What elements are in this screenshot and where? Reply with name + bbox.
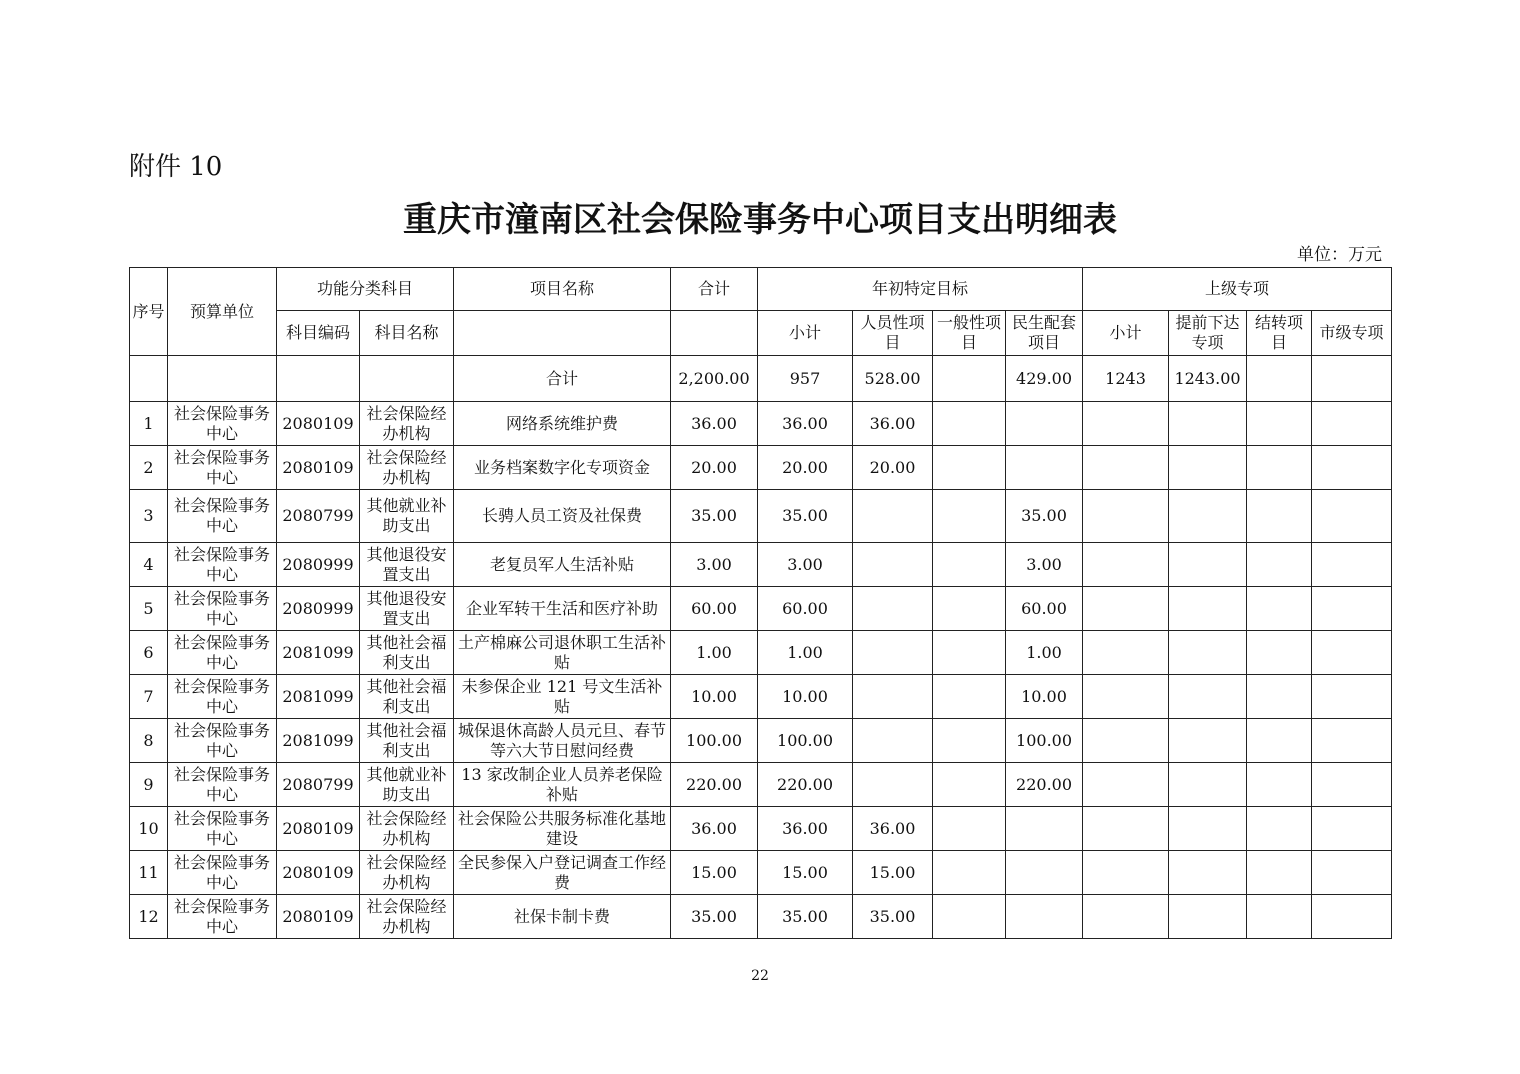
cell-budget-unit: 社会保险事务中心 bbox=[168, 631, 277, 675]
cell-subtotal: 10.00 bbox=[758, 675, 853, 719]
cell-personnel: 35.00 bbox=[853, 895, 933, 939]
cell-carryover bbox=[1247, 719, 1312, 763]
cell-subject-code: 2081099 bbox=[277, 631, 360, 675]
cell-subject-name: 其他社会福利支出 bbox=[360, 675, 454, 719]
cell-sup-subtotal bbox=[1083, 851, 1169, 895]
cell-personnel bbox=[853, 719, 933, 763]
cell-total: 60.00 bbox=[671, 587, 758, 631]
cell-subject-name: 其他社会福利支出 bbox=[360, 631, 454, 675]
cell-subject-code: 2080109 bbox=[277, 807, 360, 851]
total-advance: 1243.00 bbox=[1169, 356, 1247, 402]
cell-advance bbox=[1169, 402, 1247, 446]
cell-budget-unit: 社会保险事务中心 bbox=[168, 446, 277, 490]
cell-advance bbox=[1169, 446, 1247, 490]
cell-total: 36.00 bbox=[671, 807, 758, 851]
cell-project-name: 网络系统维护费 bbox=[454, 402, 671, 446]
cell-livelihood bbox=[1006, 446, 1083, 490]
header-carryover: 结转项目 bbox=[1247, 311, 1312, 356]
cell-advance bbox=[1169, 675, 1247, 719]
cell-personnel bbox=[853, 675, 933, 719]
cell-project-name: 城保退休高龄人员元旦、春节等六大节日慰问经费 bbox=[454, 719, 671, 763]
cell-subject-name: 其他社会福利支出 bbox=[360, 719, 454, 763]
cell-project-name: 社会保险公共服务标准化基地建设 bbox=[454, 807, 671, 851]
cell-budget-unit: 社会保险事务中心 bbox=[168, 543, 277, 587]
cell-subject-code: 2080799 bbox=[277, 763, 360, 807]
cell-personnel bbox=[853, 543, 933, 587]
cell-advance bbox=[1169, 631, 1247, 675]
header-general: 一般性项目 bbox=[933, 311, 1006, 356]
table-row bbox=[130, 402, 1392, 446]
header-personnel: 人员性项目 bbox=[853, 311, 933, 356]
cell-city bbox=[1312, 675, 1392, 719]
cell-carryover bbox=[1247, 446, 1312, 490]
cell-total: 35.00 bbox=[671, 490, 758, 543]
cell-general bbox=[933, 675, 1006, 719]
cell-carryover bbox=[1247, 675, 1312, 719]
cell-total: 15.00 bbox=[671, 851, 758, 895]
cell-project-name: 土产棉麻公司退休职工生活补贴 bbox=[454, 631, 671, 675]
cell-subtotal: 36.00 bbox=[758, 402, 853, 446]
cell-general bbox=[933, 895, 1006, 939]
cell-budget-unit: 社会保险事务中心 bbox=[168, 490, 277, 543]
cell-advance bbox=[1169, 807, 1247, 851]
header-budget-unit: 预算单位 bbox=[168, 268, 277, 356]
cell-budget-unit: 社会保险事务中心 bbox=[168, 763, 277, 807]
cell-carryover bbox=[1247, 763, 1312, 807]
cell-seq: 4 bbox=[130, 543, 168, 587]
header-city: 市级专项 bbox=[1312, 311, 1392, 356]
cell-general bbox=[933, 543, 1006, 587]
cell-sup-subtotal bbox=[1083, 631, 1169, 675]
cell-carryover bbox=[1247, 587, 1312, 631]
cell-budget-unit: 社会保险事务中心 bbox=[168, 895, 277, 939]
cell-city bbox=[1312, 402, 1392, 446]
cell-subject-code: 2080799 bbox=[277, 490, 360, 543]
cell-project-name: 业务档案数字化专项资金 bbox=[454, 446, 671, 490]
cell-seq: 6 bbox=[130, 631, 168, 675]
cell-personnel: 36.00 bbox=[853, 807, 933, 851]
cell-livelihood: 10.00 bbox=[1006, 675, 1083, 719]
cell-city bbox=[1312, 543, 1392, 587]
cell-sup-subtotal bbox=[1083, 490, 1169, 543]
header-func-class: 功能分类科目 bbox=[277, 268, 454, 311]
header-subject-name: 科目名称 bbox=[360, 311, 454, 356]
attachment-label: 附件 10 bbox=[129, 152, 223, 182]
cell-sup-subtotal bbox=[1083, 543, 1169, 587]
cell-subject-code: 2080109 bbox=[277, 402, 360, 446]
cell-sup-subtotal bbox=[1083, 446, 1169, 490]
header-subtotal: 小计 bbox=[758, 311, 853, 356]
total-label: 合计 bbox=[454, 356, 671, 402]
total-livelihood: 429.00 bbox=[1006, 356, 1083, 402]
cell-subtotal: 3.00 bbox=[758, 543, 853, 587]
total-personnel: 528.00 bbox=[853, 356, 933, 402]
cell-advance bbox=[1169, 763, 1247, 807]
cell-livelihood: 60.00 bbox=[1006, 587, 1083, 631]
expenditure-table bbox=[129, 267, 1392, 939]
cell-subtotal: 60.00 bbox=[758, 587, 853, 631]
cell-subject-code: 2080999 bbox=[277, 543, 360, 587]
table-row bbox=[130, 851, 1392, 895]
cell-city bbox=[1312, 587, 1392, 631]
cell-city bbox=[1312, 895, 1392, 939]
cell-sup-subtotal bbox=[1083, 763, 1169, 807]
table-body bbox=[130, 402, 1392, 939]
cell-city bbox=[1312, 807, 1392, 851]
cell-subject-code: 2080109 bbox=[277, 446, 360, 490]
cell-livelihood bbox=[1006, 807, 1083, 851]
header-subject-code: 科目编码 bbox=[277, 311, 360, 356]
cell-subtotal: 35.00 bbox=[758, 490, 853, 543]
cell-subtotal: 35.00 bbox=[758, 895, 853, 939]
cell-budget-unit: 社会保险事务中心 bbox=[168, 719, 277, 763]
cell-advance bbox=[1169, 895, 1247, 939]
cell-carryover bbox=[1247, 895, 1312, 939]
cell-project-name: 社保卡制卡费 bbox=[454, 895, 671, 939]
cell-sup-subtotal bbox=[1083, 807, 1169, 851]
unit-label: 单位：万元 bbox=[1297, 245, 1382, 265]
header-seq: 序号 bbox=[130, 268, 168, 356]
cell-advance bbox=[1169, 490, 1247, 543]
cell-total: 1.00 bbox=[671, 631, 758, 675]
cell-livelihood: 220.00 bbox=[1006, 763, 1083, 807]
total-sup-subtotal: 1243 bbox=[1083, 356, 1169, 402]
cell-personnel bbox=[853, 631, 933, 675]
cell-subtotal: 100.00 bbox=[758, 719, 853, 763]
table-row bbox=[130, 763, 1392, 807]
header-annual-target: 年初特定目标 bbox=[758, 268, 1083, 311]
table-row bbox=[130, 631, 1392, 675]
cell-city bbox=[1312, 851, 1392, 895]
cell-sup-subtotal bbox=[1083, 719, 1169, 763]
cell-advance bbox=[1169, 587, 1247, 631]
cell-project-name: 13 家改制企业人员养老保险补贴 bbox=[454, 763, 671, 807]
cell-general bbox=[933, 631, 1006, 675]
cell-city bbox=[1312, 631, 1392, 675]
cell-sup-subtotal bbox=[1083, 402, 1169, 446]
cell-sup-subtotal bbox=[1083, 895, 1169, 939]
cell-carryover bbox=[1247, 402, 1312, 446]
cell-carryover bbox=[1247, 490, 1312, 543]
total-subtotal: 957 bbox=[758, 356, 853, 402]
cell-budget-unit: 社会保险事务中心 bbox=[168, 587, 277, 631]
cell-personnel bbox=[853, 587, 933, 631]
cell-livelihood: 100.00 bbox=[1006, 719, 1083, 763]
cell-subject-name: 社会保险经办机构 bbox=[360, 807, 454, 851]
cell-city bbox=[1312, 763, 1392, 807]
total-cell bbox=[360, 356, 454, 402]
cell-carryover bbox=[1247, 807, 1312, 851]
total-amount: 2,200.00 bbox=[671, 356, 758, 402]
cell-total: 20.00 bbox=[671, 446, 758, 490]
cell-city bbox=[1312, 719, 1392, 763]
cell-general bbox=[933, 402, 1006, 446]
cell-livelihood bbox=[1006, 851, 1083, 895]
cell-advance bbox=[1169, 719, 1247, 763]
cell-livelihood: 3.00 bbox=[1006, 543, 1083, 587]
cell-general bbox=[933, 719, 1006, 763]
cell-sup-subtotal bbox=[1083, 675, 1169, 719]
cell-personnel: 36.00 bbox=[853, 402, 933, 446]
cell-general bbox=[933, 763, 1006, 807]
cell-general bbox=[933, 490, 1006, 543]
cell-personnel bbox=[853, 490, 933, 543]
cell-seq: 9 bbox=[130, 763, 168, 807]
cell-livelihood: 35.00 bbox=[1006, 490, 1083, 543]
table-row bbox=[130, 895, 1392, 939]
header-total: 合计 bbox=[671, 268, 758, 311]
header-empty bbox=[454, 311, 671, 356]
cell-subject-code: 2080109 bbox=[277, 895, 360, 939]
cell-subtotal: 220.00 bbox=[758, 763, 853, 807]
cell-personnel: 15.00 bbox=[853, 851, 933, 895]
table-row bbox=[130, 587, 1392, 631]
cell-budget-unit: 社会保险事务中心 bbox=[168, 675, 277, 719]
cell-subject-name: 社会保险经办机构 bbox=[360, 446, 454, 490]
cell-personnel: 20.00 bbox=[853, 446, 933, 490]
cell-total: 10.00 bbox=[671, 675, 758, 719]
table-row bbox=[130, 446, 1392, 490]
cell-subject-code: 2081099 bbox=[277, 719, 360, 763]
cell-livelihood bbox=[1006, 895, 1083, 939]
cell-carryover bbox=[1247, 851, 1312, 895]
cell-city bbox=[1312, 490, 1392, 543]
cell-project-name: 未参保企业 121 号文生活补贴 bbox=[454, 675, 671, 719]
table-row bbox=[130, 807, 1392, 851]
cell-seq: 1 bbox=[130, 402, 168, 446]
cell-total: 35.00 bbox=[671, 895, 758, 939]
cell-seq: 5 bbox=[130, 587, 168, 631]
cell-subject-name: 社会保险经办机构 bbox=[360, 402, 454, 446]
cell-subtotal: 15.00 bbox=[758, 851, 853, 895]
cell-budget-unit: 社会保险事务中心 bbox=[168, 402, 277, 446]
table-row bbox=[130, 675, 1392, 719]
cell-budget-unit: 社会保险事务中心 bbox=[168, 807, 277, 851]
cell-city bbox=[1312, 446, 1392, 490]
cell-carryover bbox=[1247, 631, 1312, 675]
cell-subtotal: 1.00 bbox=[758, 631, 853, 675]
header-livelihood: 民生配套项目 bbox=[1006, 311, 1083, 356]
header-superior-special: 上级专项 bbox=[1083, 268, 1392, 311]
cell-sup-subtotal bbox=[1083, 587, 1169, 631]
cell-subject-name: 社会保险经办机构 bbox=[360, 851, 454, 895]
cell-subject-name: 其他退役安置支出 bbox=[360, 543, 454, 587]
cell-total: 100.00 bbox=[671, 719, 758, 763]
header-project-name: 项目名称 bbox=[454, 268, 671, 311]
table-row bbox=[130, 543, 1392, 587]
total-city bbox=[1312, 356, 1392, 402]
cell-general bbox=[933, 587, 1006, 631]
header-sup-subtotal: 小计 bbox=[1083, 311, 1169, 356]
total-general bbox=[933, 356, 1006, 402]
cell-general bbox=[933, 851, 1006, 895]
page-title: 重庆市潼南区社会保险事务中心项目支出明细表 bbox=[403, 200, 1117, 240]
cell-livelihood bbox=[1006, 402, 1083, 446]
cell-project-name: 企业军转干生活和医疗补助 bbox=[454, 587, 671, 631]
total-carryover bbox=[1247, 356, 1312, 402]
cell-seq: 11 bbox=[130, 851, 168, 895]
cell-subtotal: 20.00 bbox=[758, 446, 853, 490]
cell-livelihood: 1.00 bbox=[1006, 631, 1083, 675]
cell-subject-name: 其他就业补助支出 bbox=[360, 763, 454, 807]
cell-general bbox=[933, 446, 1006, 490]
cell-budget-unit: 社会保险事务中心 bbox=[168, 851, 277, 895]
cell-subtotal: 36.00 bbox=[758, 807, 853, 851]
cell-general bbox=[933, 807, 1006, 851]
total-cell bbox=[130, 356, 168, 402]
cell-project-name: 全民参保入户登记调查工作经费 bbox=[454, 851, 671, 895]
cell-subject-code: 2081099 bbox=[277, 675, 360, 719]
table-row bbox=[130, 719, 1392, 763]
cell-seq: 12 bbox=[130, 895, 168, 939]
cell-subject-code: 2080109 bbox=[277, 851, 360, 895]
cell-subject-name: 其他就业补助支出 bbox=[360, 490, 454, 543]
cell-advance bbox=[1169, 851, 1247, 895]
cell-carryover bbox=[1247, 543, 1312, 587]
cell-total: 36.00 bbox=[671, 402, 758, 446]
total-row bbox=[130, 356, 1392, 402]
cell-seq: 2 bbox=[130, 446, 168, 490]
cell-seq: 8 bbox=[130, 719, 168, 763]
cell-personnel bbox=[853, 763, 933, 807]
cell-subject-name: 其他退役安置支出 bbox=[360, 587, 454, 631]
cell-total: 220.00 bbox=[671, 763, 758, 807]
total-cell bbox=[277, 356, 360, 402]
cell-advance bbox=[1169, 543, 1247, 587]
header-empty bbox=[671, 311, 758, 356]
table-row bbox=[130, 490, 1392, 543]
cell-project-name: 长骋人员工资及社保费 bbox=[454, 490, 671, 543]
cell-seq: 3 bbox=[130, 490, 168, 543]
header-advance: 提前下达专项 bbox=[1169, 311, 1247, 356]
total-cell bbox=[168, 356, 277, 402]
cell-seq: 10 bbox=[130, 807, 168, 851]
cell-project-name: 老复员军人生活补贴 bbox=[454, 543, 671, 587]
cell-subject-code: 2080999 bbox=[277, 587, 360, 631]
cell-total: 3.00 bbox=[671, 543, 758, 587]
cell-seq: 7 bbox=[130, 675, 168, 719]
page-number: 22 bbox=[751, 968, 769, 984]
cell-subject-name: 社会保险经办机构 bbox=[360, 895, 454, 939]
table-header bbox=[130, 268, 1392, 402]
